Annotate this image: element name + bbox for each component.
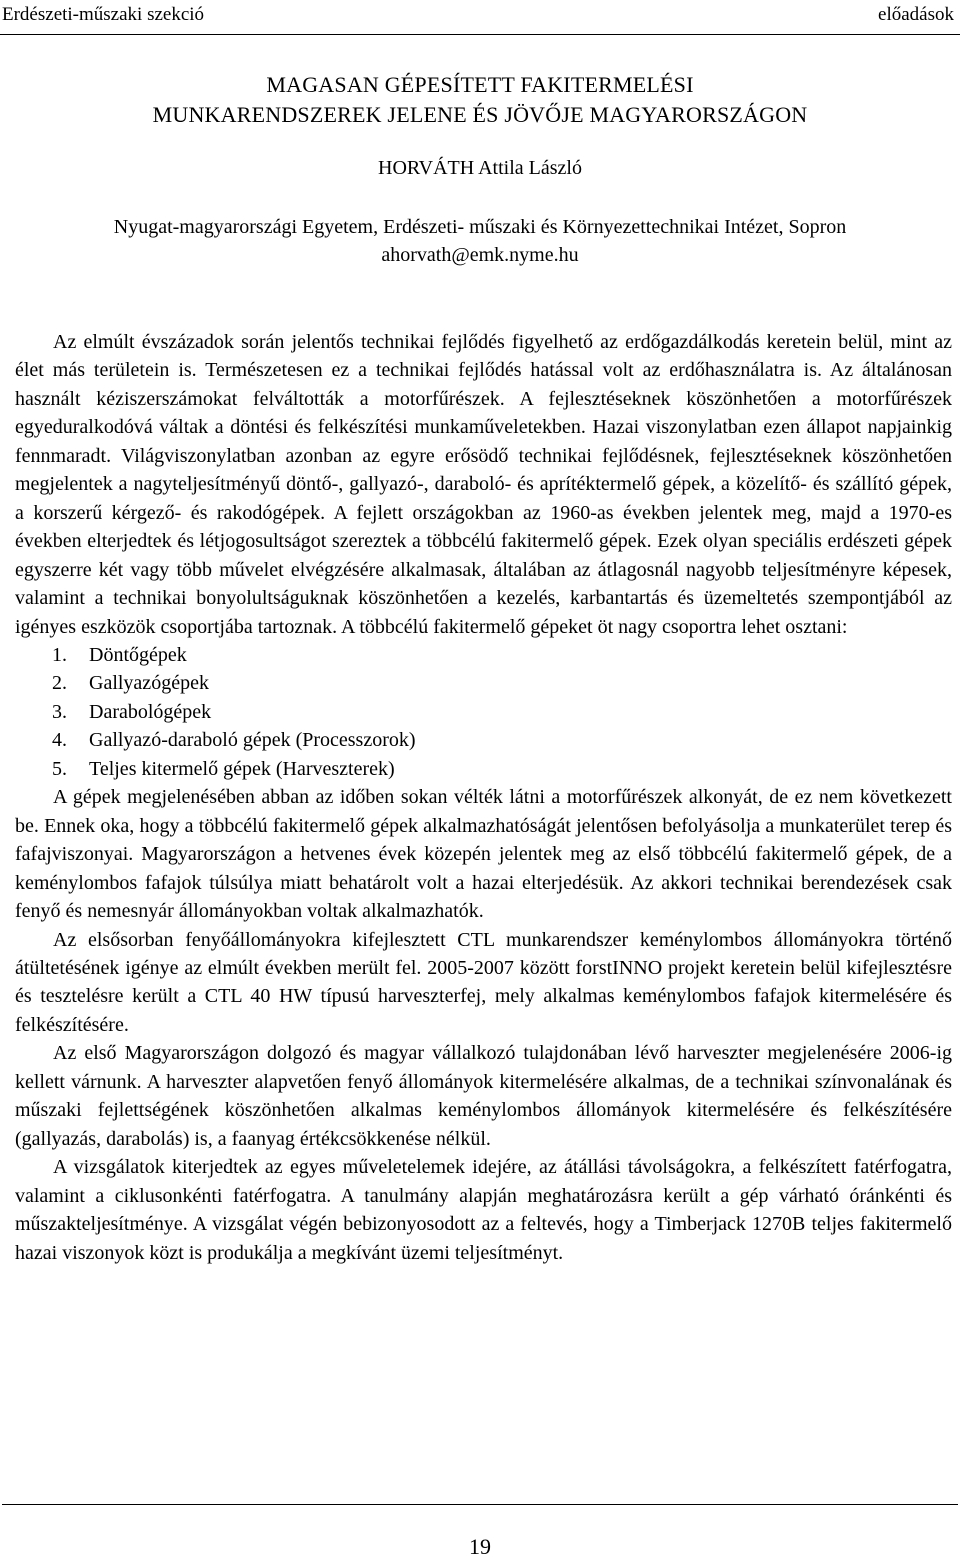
list-number: 5. <box>52 757 67 780</box>
header-section-label: Erdészeti-műszaki szekció <box>2 4 205 25</box>
list-number: 2. <box>52 672 67 695</box>
footer-divider <box>2 1504 958 1505</box>
list-text: Gallyazó-daraboló gépek (Processzorok) <box>89 729 416 752</box>
list-item <box>15 755 952 783</box>
list-number: 3. <box>52 700 67 723</box>
list-text: Darabológépek <box>89 700 212 723</box>
list-item <box>15 726 952 754</box>
author-email: ahorvath@emk.nyme.hu <box>381 244 579 266</box>
paragraph-4: Az első Magyarországon dolgozó és magyar vállalkozó tulajdonában lévő harveszter megjelenésére 2006-ig kellett várnunk. A harveszter alapvetően fenyő állományok kitermelésére alkalmas, de a technikai színvonalának és műszaki fejlettségének köszönhetően alkalmas keménylombos állományok kitermelésére és felkészítésére (gallyazás, darabolás) is, a faanyag értékcsökkenése nélkül. <box>15 1042 952 1150</box>
author-name: HORVÁTH Attila László <box>378 157 582 179</box>
abstract-body <box>15 328 952 1267</box>
title-line-1: MAGASAN GÉPESÍTETT FAKITERMELÉSI <box>266 72 694 97</box>
page-number: 19 <box>469 1534 491 1559</box>
affiliation: Nyugat-magyarországi Egyetem, Erdészeti- műszaki és Környezettechnikai Intézet, Sopron <box>113 216 847 238</box>
paragraph-2: A gépek megjelenésében abban az időben sokan vélték látni a motorfűrészek alkonyát, de ez nem következett be. Ennek oka, hogy a többcélú fakitermelő gépek alkalmazhatóságát jelentősen befolyásolja a munkaterület terep és fafajviszonyai. Magyarországon a hetvenes évek közepén jelentek meg az első többcélú fakitermelő gépek, de a keménylombos fafajok túlsúlya miatt behatárolt volt a hazai elterjedésük. Az akkori technikai berendezések csak fenyő és nemesnyár állományokban voltak alkalmazhatók. <box>15 786 952 923</box>
header-category-label: előadások <box>878 4 954 25</box>
paragraph-3: Az elsősorban fenyőállományokra kifejlesztett CTL munkarendszer keménylombos állományokra történő átültetésének igénye az elmúlt években merült fel. 2005-2007 között forstINNO projekt keretein belül kifejlesztésre és tesztelésre került a CTL 40 HW típusú harveszterfej, mely alkalmas keménylombos fafajok kitermelésére és felkészítésére. <box>15 928 952 1036</box>
list-text: Teljes kitermelő gépek (Harveszterek) <box>89 757 395 780</box>
list-text: Gallyazógépek <box>89 672 209 695</box>
list-text: Döntőgépek <box>89 643 187 666</box>
machine-group-list <box>15 641 952 783</box>
list-number: 4. <box>52 729 67 752</box>
title-line-2: MUNKARENDSZEREK JELENE ÉS JÖVŐJE MAGYARORSZÁGON <box>152 102 808 127</box>
list-item <box>15 669 952 697</box>
list-number: 1. <box>52 643 67 666</box>
list-item <box>15 641 952 669</box>
paper-title <box>0 70 960 130</box>
list-item <box>15 698 952 726</box>
running-header <box>0 0 960 35</box>
paragraph-5: A vizsgálatok kiterjedtek az egyes műveletelemek idejére, az átállási távolságokra, a felkészített fatérfogatra, valamint a ciklusonkénti fatérfogatra. A tanulmány alapján meghatározásra került a gép várható óránkénti és műszakteljesítménye. A vizsgálat végén bebizonyosodott az a feltevés, hogy a Timberjack 1270B teljes fakitermelő hazai viszonyok közt is produkálja a megkívánt üzemi teljesítményt. <box>15 1156 952 1264</box>
paragraph-1: Az elmúlt évszázadok során jelentős technikai fejlődés figyelhető az erdőgazdálkodás keretein belül, mint az élet más területein is. Természetesen ez a technikai fejlődés hatással volt az erdőhasználatra is. Az általánosan használt kéziszerszámokat felváltották a motorfűrészek. A fejlesztéseknek köszönhetően a motorfűrészek egyeduralkodóvá váltak a döntési és felkészítési munkaműveletekben. Hazai viszonylatban ezen állapot napjainkig fennmaradt. Világviszonylatban azonban az egyre erősödő technikai fejlődésnek, fejlesztéseknek köszönhetően megjelentek a nagyteljesítményű döntő-, gallyazó-, daraboló- és aprítéktermelő gépek, a közelítő- és szállító gépek, a korszerű kérgező- és rakodógépek. A fejlett országokban az 1960-as években jelentek meg, majd a 1970-es években elterjedtek és létjogosultságot szereztek a többcélú fakitermelő gépek. Ezek olyan speciális erdészeti gépek egyszerre két vagy több művelet elvégzésére alkalmasak, általában az átlagosnál nagyobb teljesítményre képesek, valamint a technikai bonyolultságuknak köszönhetően a kezelés, karbantartás és üzemeltetés szempontjából az igényes eszközök csoportjába tartoznak. A többcélú fakitermelő gépeket öt nagy csoportra lehet osztani: <box>15 331 952 638</box>
